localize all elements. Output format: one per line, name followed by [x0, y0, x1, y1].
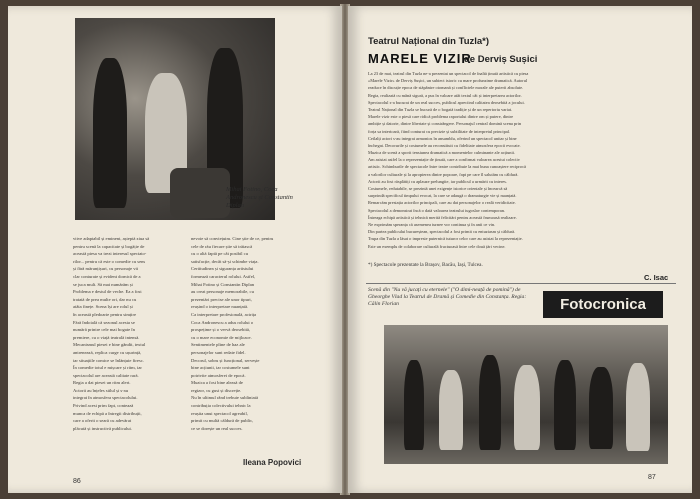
text-line: Sentimentele pline de haz ale [191, 342, 245, 348]
article-signature: Ileana Popovici [243, 458, 302, 467]
text-line: Am asistat astfel la o reprezentație de ținută, care a confirmat valoarea acestui colectiv [368, 157, 520, 163]
text-line: personajelor sunt redate fidel. [191, 349, 246, 355]
photo-caption: Mihai Fotino, Coca Andronescu și Constantin Diplan [226, 186, 293, 209]
article-column-1 [73, 235, 183, 457]
text-line: au creat personaje memorabile, cu [191, 289, 254, 295]
actor-figure [404, 360, 424, 450]
text-line: Actorii au fost răsplătiți cu aplauze prelungite, iar publicul a urmărit cu interes. [368, 178, 507, 184]
text-line: atâta finețe. Scena își are rolul și [73, 304, 133, 310]
text-line: a valorilor culturale și la apropierea dintre popoare, fapt pe care îl salutăm cu căldură. [368, 171, 519, 177]
text-line: Costumele, redutabile, se prezintă unei exigențe istorice orientale și încearcă să [368, 186, 508, 191]
section-divider [366, 283, 676, 284]
text-line: antrenează, replica curge cu ușurință, [73, 349, 142, 355]
page-number: 86 [73, 478, 81, 485]
section-title: Fotocronica [543, 291, 663, 318]
text-line: premiere, cu o viață teatrală intensă. [73, 334, 140, 340]
text-line: ambiție și datorie, dintre libertate și constrângere. Personajul central domină scena prin [368, 121, 522, 127]
text-line: bine acțiunii, iar costumele sunt [191, 365, 250, 371]
text-line: Decorul, sobru și funcțional, servește [191, 357, 260, 363]
scene-caption: Scenă din "Nu vă jucați cu eternele" ("O dimi-neață de pomină") de Gheorghe Vlad la Teatrul de Dramă și Comedie din Constanța. Regia: Călin Florian [368, 287, 527, 307]
text-line: În comedie totul e mișcare și ritm, iar [73, 365, 142, 371]
text-line: spectacolul are această calitate rară. [73, 372, 139, 378]
text-line: închegat. Decorurile și costumele au reconstituit cu fidelitate atmosfera epocii evocate. [368, 142, 521, 148]
text-line: Întreaga echipă artistică și tehnică merită felicitări pentru această frumoasă realizare. [368, 214, 517, 220]
text-line: Ne exprimăm speranța că asemenea turnee vor continua și în anii ce vin. [368, 221, 496, 227]
text-line: pentru scenă la capacitate și bogăție de [73, 243, 145, 249]
text-line: La 23 de mai, teatrul din Tuzla ne-a prezentat un spectacol de înaltă ținută artistică cu piesa [368, 71, 529, 76]
text-line: nevoie să conviețuim. Cine știe de ce, pentru [191, 236, 274, 241]
text-line: Trupa din Tuzla a lăsat o impresie puternică tuturor celor care au asistat la reprezentație. [368, 236, 523, 242]
text-line: reușind o interpretare nuanțată. [191, 304, 249, 310]
actor-figure [589, 367, 613, 449]
text-line: satisfacție, decât să-și schimbe viața. [191, 258, 259, 264]
text-line: Muzica de scenă a sporit tensiunea dramatică a momentelor culminante ale acțiunii. [368, 150, 516, 156]
actor-figure [93, 58, 127, 208]
text-line: forța sa interioară, fiind conturat cu precizie și subtilitate de interpretul principal. [368, 128, 511, 134]
text-line: Privind acest prim fapt, contează [73, 403, 134, 409]
text-line: Coca Andronescu a adus rolului o [191, 319, 254, 325]
text-line: Problema e destul de veche. Ea a fost [73, 289, 142, 295]
text-line: Regia, realizată cu mână sigură, a pus în valoare atât textul cât și interpretarea actorilor. [368, 92, 522, 98]
actor-figure [439, 370, 463, 450]
text-line: numără printre cele mai bogate în [73, 327, 135, 333]
text-line: Regia a dat piesei un ritm alert. [73, 380, 131, 386]
text-line: Ceilalți actori s-au integrat armonios în ansamblu, oferind un spectacol unitar și bine [368, 135, 517, 141]
text-line: primit cu multă căldură de public, [191, 418, 254, 424]
theatre-heading: Teatrul Național din Tuzla*) [368, 36, 490, 47]
text-line: Marele vizir este o piesă care ridică problema raportului dintre om și putere, dintre [368, 114, 514, 120]
text-line: clar conturate și evident dornică de a [73, 273, 141, 279]
play-author: de Derviș Sușici [464, 54, 538, 65]
text-line: surprindă specificul timpului evocat, la care se adaugă o dramaturgie vie și nuanțată. [368, 193, 517, 199]
text-line: potrivite atmosferei de epocă. [191, 372, 246, 378]
text-line: prospețime și o vervă deosebită, [191, 327, 251, 333]
text-line: regizor, cu gust și discreție. [191, 387, 242, 393]
text-line: Spectacolul a demonstrat încă o dată valoarea teatrului iugoslav contemporan. [368, 207, 506, 213]
text-line: Din partea publicului bucureștean, spectacolul a fost primit cu entuziasm și căldură. [368, 229, 516, 235]
review-article [368, 70, 673, 254]
text-line: vitve adaptabil și eminent, așteptă ziua să [73, 236, 150, 241]
text-line: Mihai Fotino și Constantin Diplan [191, 281, 255, 287]
text-line: prezentări precise ale unor tipuri, [191, 296, 252, 302]
text-line: Mecanismul piesei e bine gândit, textul [73, 342, 146, 348]
text-line: cu o altă faptă pe cât posibil cu [191, 251, 249, 257]
text-line: «Marele Vizir» de Derviș Sușici, un subiect istoric cu mare profunzime dramatică. Autorul [368, 78, 528, 84]
text-line: contribuția colectivului tehnic la [191, 403, 251, 409]
text-line: munca de echipă a întregii distribuții, [73, 410, 142, 416]
text-line: Teatrul Național din Tuzla se bucură de o bogată tradiție și de un repertoriu variat. [368, 106, 513, 112]
page-number: 87 [648, 474, 656, 481]
text-line: Spectacolul s-a bucurat de un real succes, publicul apreciind calitatea deosebită a jocului. [368, 99, 525, 105]
actor-figure [514, 365, 540, 450]
text-line: tratată de prea multe ori, dar nu cu [73, 296, 137, 302]
text-line: care a oferit o seară cu adevărat [73, 418, 132, 424]
left-page [8, 6, 342, 493]
right-page [348, 6, 692, 493]
text-line: Certitudinea și siguranța artistului [191, 266, 254, 272]
text-line: formează caracterul rolului. Astfel, [191, 273, 256, 279]
article-author: C. Isac [644, 273, 669, 282]
text-line: readuce în discuție epoca de stăpânire otomană și conflictele morale ale puterii absolute. [368, 85, 524, 91]
text-line: Este un exemplu de colaborare culturală fructuoasă între cele două țări vecine. [368, 243, 506, 249]
text-line: cele de rău fiecare știe să trăiască [191, 243, 253, 249]
text-line: Ca interpretare profesională, actrița [191, 311, 257, 317]
ensemble-photo [384, 325, 668, 464]
article-column-2 [191, 235, 301, 457]
text-line: artistic. Schimburile de spectacole între teatre contribuie la mai buna cunoaștere reciprocă [368, 164, 526, 170]
text-line: Remarcăm prestația actorilor principali, care au dat personajelor o reală veridicitate. [368, 200, 516, 206]
play-title: MARELE VIZIR [368, 51, 472, 66]
text-line: plăcută și instructivă publicului. [73, 425, 132, 431]
text-line: Actorii au înțeles stilul și s-au [73, 387, 128, 393]
stage-prop [170, 168, 230, 218]
footnote: *) Spectacole prezentate la Brașov, Bacău, Iași, Tulcea. [368, 262, 483, 268]
text-line: se juca mult. Să mai numărăm și [73, 281, 133, 287]
actor-figure [626, 363, 650, 451]
text-line: în această pledoarie pentru simțire [73, 311, 137, 317]
text-line: iar situațiile comice se înlănțuie firesc. [73, 357, 144, 363]
actor-figure [479, 355, 501, 450]
text-line: reușita unui spectacol agreabil, [191, 410, 248, 416]
text-line: această piesa va trezi interesul spectato- [73, 251, 147, 257]
text-line: integrat în atmosfera spectacolului. [73, 395, 138, 401]
text-line: rilor... pentru că este o comedie cu sens [73, 258, 146, 264]
text-line: și fără mărunțișuri, cu personaje vii [73, 266, 139, 272]
text-line: Muzica a fost bine aleasă de [191, 380, 243, 386]
text-line: Fără îndoială că sezonul acesta se [73, 319, 135, 325]
text-line: ce se dorește un real succes. [191, 425, 243, 431]
text-line: cu o mare economie de mijloace. [191, 334, 252, 340]
actor-figure [554, 360, 576, 450]
text-line: Nu în ultimul rând trebuie subliniată [191, 395, 258, 401]
